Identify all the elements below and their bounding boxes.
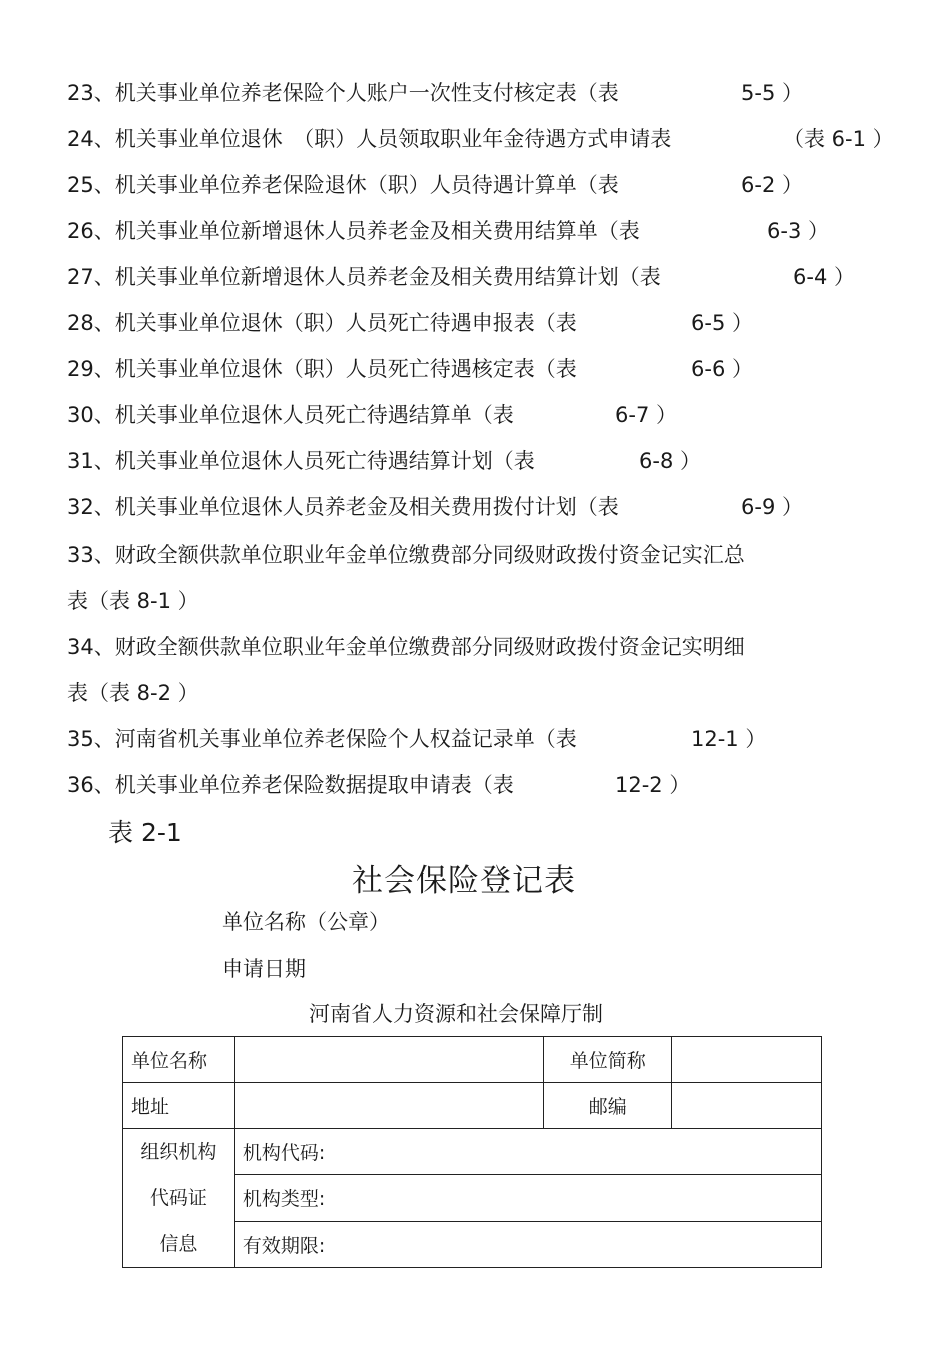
list-item: 32、机关事业单位退休人员养老金及相关费用拨付计划（表 6-9 ） <box>67 495 803 519</box>
address-label: 地址 <box>123 1083 235 1129</box>
list-item: 24、机关事业单位退休 （职）人员领取职业年金待遇方式申请表 （表 6-1 ） <box>67 127 894 151</box>
form-title: 社会保险登记表 <box>352 863 576 899</box>
list-item: 26、机关事业单位新增退休人员养老金及相关费用结算单（表 6-3 ） <box>67 219 829 243</box>
list-item: 25、机关事业单位养老保险退休（职）人员待遇计算单（表 6-2 ） <box>67 173 803 197</box>
unit-name-seal-line: 单位名称（公章） <box>222 910 390 934</box>
list-item-continuation: 表（表 8-2 ） <box>67 681 199 705</box>
table-row <box>123 1083 822 1129</box>
unit-short-value[interactable] <box>672 1037 822 1083</box>
list-item: 36、机关事业单位养老保险数据提取申请表（表 12-2 ） <box>67 773 691 797</box>
apply-date-line: 申请日期 <box>222 957 306 981</box>
table-row <box>123 1037 822 1083</box>
list-item: 33、财政全额供款单位职业年金单位缴费部分同级财政拨付资金记实汇总 <box>67 543 745 567</box>
postcode-value[interactable] <box>672 1083 822 1129</box>
list-item: 27、机关事业单位新增退休人员养老金及相关费用结算计划（表 6-4 ） <box>67 265 855 289</box>
org-code-field[interactable]: 机构代码: <box>234 1129 821 1175</box>
unit-name-label: 单位名称 <box>123 1037 235 1083</box>
postcode-label: 邮编 <box>544 1083 672 1129</box>
list-item: 30、机关事业单位退休人员死亡待遇结算单（表 6-7 ） <box>67 403 677 427</box>
list-item: 23、机关事业单位养老保险个人账户一次性支付核定表（表 5-5 ） <box>67 81 803 105</box>
unit-name-value[interactable] <box>234 1037 544 1083</box>
address-value[interactable] <box>234 1083 544 1129</box>
registration-table <box>122 1036 822 1268</box>
list-item: 35、河南省机关事业单位养老保险个人权益记录单（表 12-1 ） <box>67 727 767 751</box>
issuer-line: 河南省人力资源和社会保障厅制 <box>309 1002 603 1026</box>
org-code-cert-label: 组织机构 代码证 信息 <box>123 1129 235 1268</box>
list-item: 31、机关事业单位退休人员死亡待遇结算计划（表 6-8 ） <box>67 449 701 473</box>
table-row <box>123 1129 822 1175</box>
list-item: 29、机关事业单位退休（职）人员死亡待遇核定表（表 6-6 ） <box>67 357 753 381</box>
table-number-label: 表 2-1 <box>108 818 182 847</box>
org-type-field[interactable]: 机构类型: <box>234 1175 821 1221</box>
validity-field[interactable]: 有效期限: <box>234 1221 821 1267</box>
list-item: 28、机关事业单位退休（职）人员死亡待遇申报表（表 6-5 ） <box>67 311 753 335</box>
unit-short-label: 单位简称 <box>544 1037 672 1083</box>
list-item-continuation: 表（表 8-1 ） <box>67 589 199 613</box>
list-item: 34、财政全额供款单位职业年金单位缴费部分同级财政拨付资金记实明细 <box>67 635 745 659</box>
